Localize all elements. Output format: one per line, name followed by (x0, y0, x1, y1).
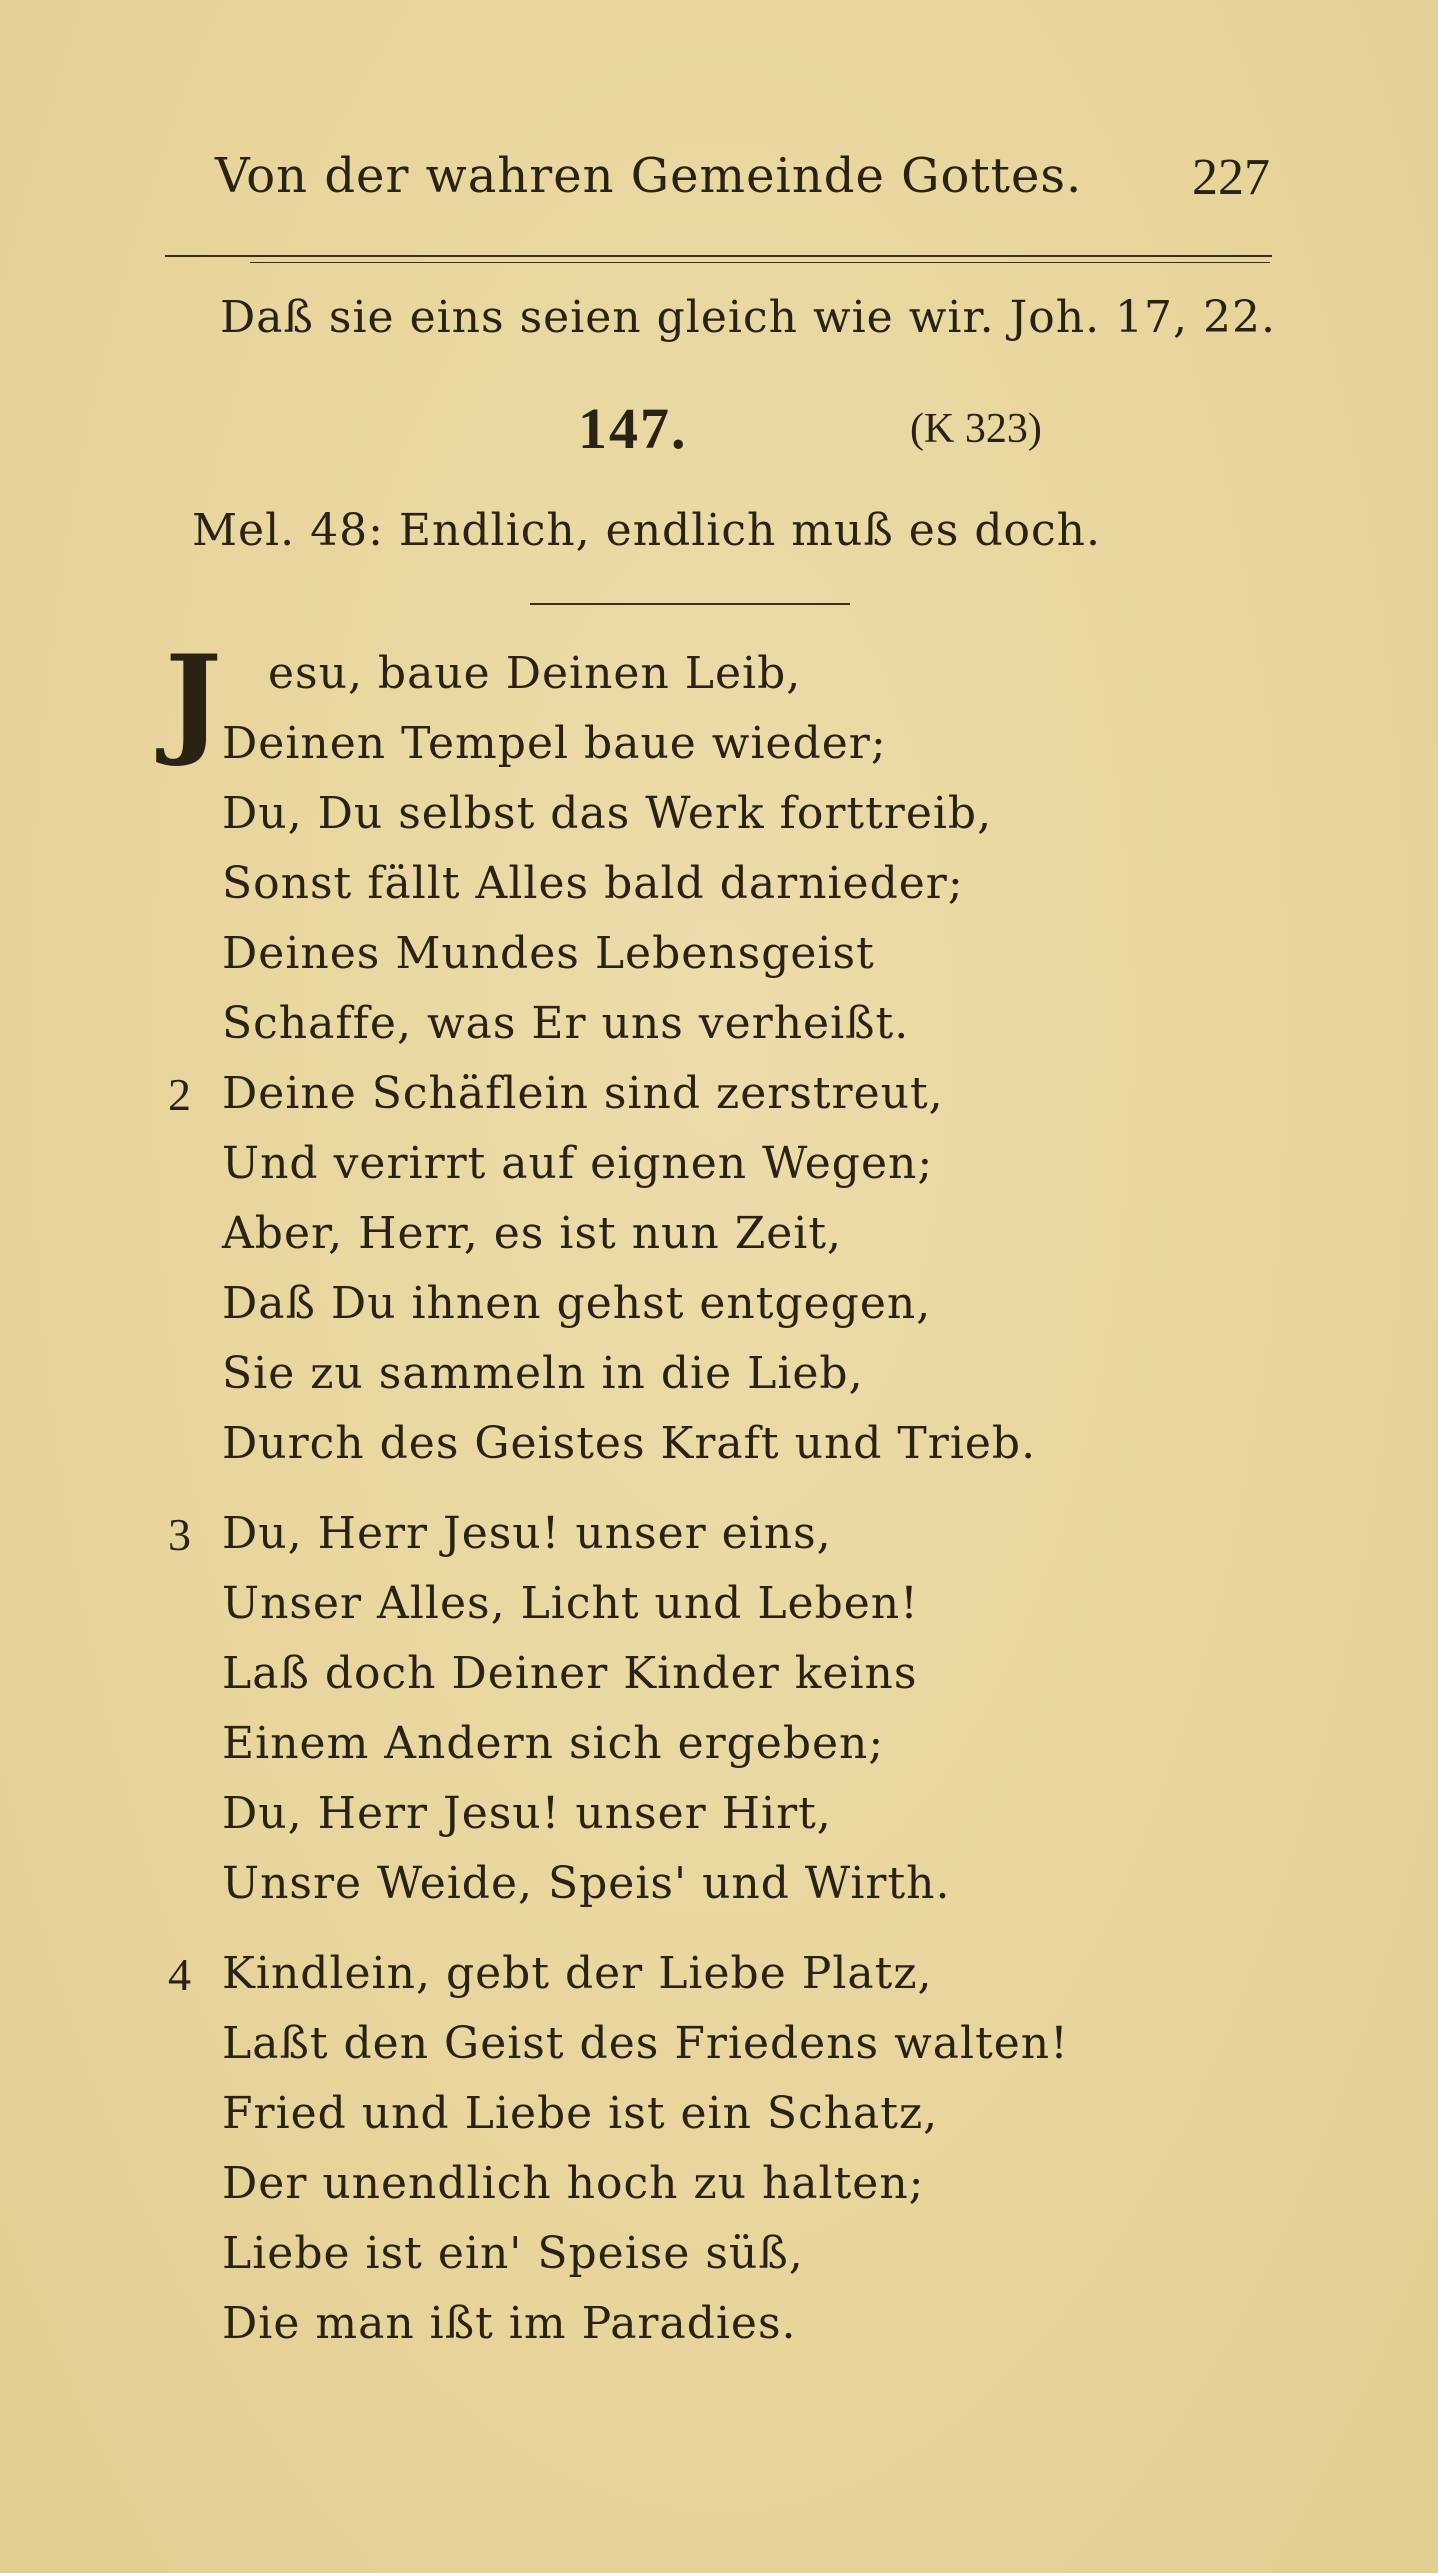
hymn-number: 147. (578, 396, 688, 461)
verse-number: 3 (168, 1509, 191, 1560)
verse-number: 2 (168, 1069, 191, 1120)
verse-line: Deine Schäflein sind zerstreut, (222, 1068, 944, 1119)
verse-line: Du, Du selbst das Werk forttreib, (222, 788, 993, 839)
verse-line: Deinen Tempel baue wieder; (222, 718, 887, 769)
verse-line: Sonst fällt Alles bald darnieder; (222, 858, 964, 909)
verse-number: 4 (168, 1949, 191, 2000)
verse-line: Unsre Weide, Speis' und Wirth. (222, 1858, 951, 1909)
verse-line: Der unendlich hoch zu halten; (222, 2158, 925, 2209)
verse-line: Liebe ist ein' Speise süß, (222, 2228, 804, 2279)
verse-line: esu, baue Deinen Leib, (268, 648, 802, 699)
verse-line: Unser Alles, Licht und Leben! (222, 1578, 919, 1629)
verse-line: Die man ißt im Paradies. (222, 2298, 797, 2349)
verse-line: Einem Andern sich ergeben; (222, 1718, 885, 1769)
running-head (215, 148, 1270, 218)
page-number: 227 (1192, 149, 1270, 206)
verse-line: Du, Herr Jesu! unser eins, (222, 1508, 832, 1559)
verse-line: Schaffe, was Er uns verheißt. (222, 998, 910, 1049)
verse-line: Fried und Liebe ist ein Schatz, (222, 2088, 939, 2139)
verse-line: Und verirrt auf eignen Wegen; (222, 1138, 934, 1189)
verse-line: Aber, Herr, es ist nun Zeit, (222, 1208, 843, 1259)
header-rule (165, 255, 1272, 257)
verse-line: Laßt den Geist des Friedens walten! (222, 2018, 1069, 2069)
verse-line: Durch des Geistes Kraft und Trieb. (222, 1418, 1037, 1469)
verse-line: Du, Herr Jesu! unser Hirt, (222, 1788, 832, 1839)
hymn-reference: (K 323) (910, 406, 1042, 452)
verse-line: Deines Mundes Lebensgeist (222, 928, 875, 979)
drop-capital: J (165, 629, 222, 770)
melody-line: Mel. 48: Endlich, endlich muß es doch. (192, 505, 1101, 556)
verse-line: Kindlein, gebt der Liebe Platz, (222, 1948, 933, 1999)
running-head-title: Von der wahren Gemeinde Gottes. (215, 148, 1083, 204)
previous-hymn-ending: Daß sie eins seien gleich wie wir. Joh. 17, 22. (220, 292, 1276, 343)
verse-line: Daß Du ihnen gehst entgegen, (222, 1278, 932, 1329)
header-rule-thin (250, 262, 1270, 263)
section-rule (530, 603, 850, 605)
verse-line: Laß doch Deiner Kinder keins (222, 1648, 918, 1699)
verse-line: Sie zu sammeln in die Lieb, (222, 1348, 864, 1399)
